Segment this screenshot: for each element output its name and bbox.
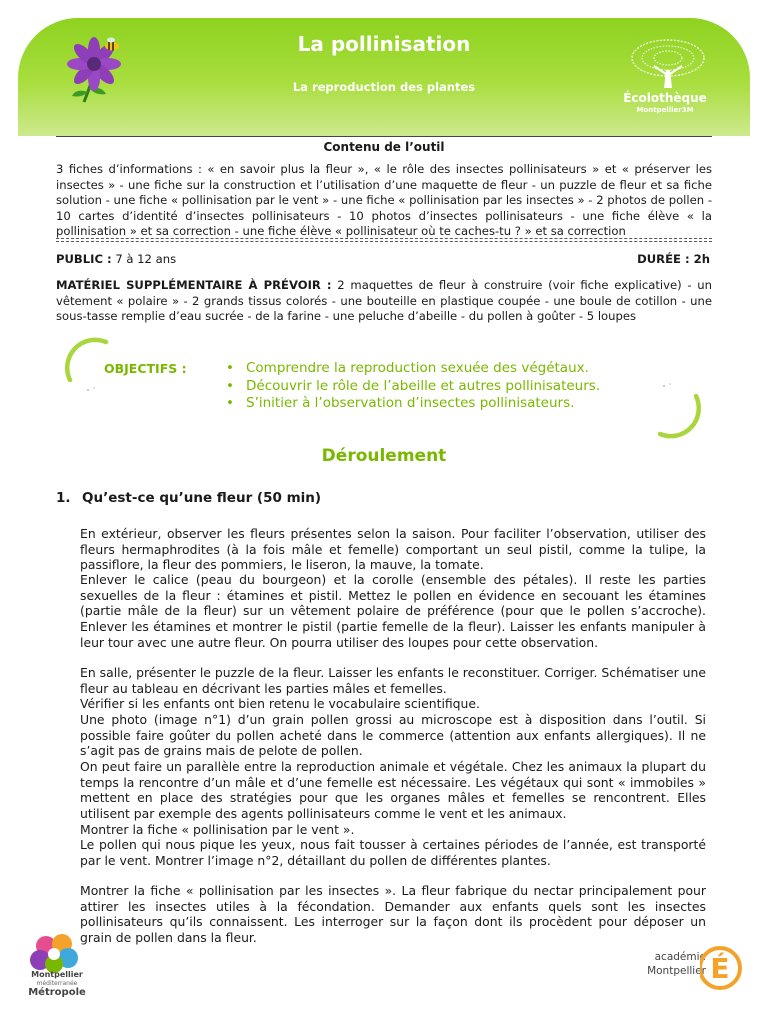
materiel-content: 2 maquettes de fleur à construire (voir fiche explicative) - un vêtement « polaire » - 2 grands tissus colorés - une bouteille en plastique coupée - une boule de cotillon - une sous-tasse remplie d’eau sucrée - de la farine - une peluche d’abeille - du pollen à goûter - 5 loupes bbox=[56, 278, 712, 324]
body-paragraph: On peut faire un parallèle entre la reproduction animale et végétale. Chez les animaux la plupart du temps la rencontre d’un mâle et d’une femelle est nécessaire. Les végétaux qui sont « immobiles » mettent en place des stratégies pour que les organes mâles et femelles se rencontrent. Elles utilisent par exemple des agents pollinisateurs comme le vent et les animaux. bbox=[80, 759, 706, 822]
objectif-bullet: • bbox=[226, 360, 234, 376]
body-paragraph: Une photo (image n°1) d’un grain pollen grossi au microscope est à disposition dans l’outil. Si possible faire goûter du pollen acheté dans le commerce (attention aux enfants allergiques). Il ne s’agit pas de grains mais de pelote de pollen. bbox=[80, 712, 706, 759]
page-title: La pollinisation bbox=[297, 32, 471, 56]
body-paragraph: Le pollen qui nous pique les yeux, nous fait tousser à certaines périodes de l’année, est transporté par le vent. Montrer l’image n°2, détaillant du pollen de différentes plantes. bbox=[80, 837, 706, 868]
objectif-bullet: • bbox=[226, 395, 234, 411]
contenu-text: 3 fiches d’informations : « en savoir plus la fleur », « le rôle des insectes pollinisateurs » et « préserver les insectes » - une fiche sur la construction et l’utilisation d’une maquette de fleur - un puzzle de fleur et sa fiche solution - une fiche « pollinisation par le vent » - une fiche « pollinisation par les insectes » - 2 photos de pollen - 10 cartes d’identité d’insectes pollinisateurs - 10 photos d’insectes pollinisateurs - une fiche élève « la pollinisation » et sa correction - une fiche élève « pollinisateur où te caches-tu ? » et sa correction bbox=[56, 162, 712, 239]
academie-line1: académie bbox=[654, 951, 706, 963]
public-info bbox=[56, 252, 176, 266]
objectifs-label: OBJECTIFS : bbox=[104, 361, 187, 376]
body-paragraph: Montrer la fiche « pollinisation par le vent ». bbox=[80, 822, 355, 837]
objectif-bullet: • bbox=[226, 377, 234, 394]
section-number: 1. bbox=[56, 490, 71, 506]
divider-dashed-1 bbox=[56, 238, 712, 239]
divider-dashed-2 bbox=[56, 241, 712, 242]
objectifs-arc-right bbox=[638, 374, 704, 440]
objectifs-list bbox=[226, 360, 600, 413]
body-paragraph: En extérieur, observer les fleurs présentes selon la saison. Pour faciliter l’observation, utiliser des fleurs hermaphrodites (à la fois mâle et femelle) comportant un seul pistil, comme la tulipe, la passiflore, la fleur des pommiers, le liseron, la mauve, la tomate. bbox=[80, 526, 706, 573]
body-paragraph: En salle, présenter le puzzle de la fleur. Laisser les enfants le reconstituer. Corriger. Schématiser une fleur au tableau en décrivant les parties mâles et femelles. bbox=[80, 665, 706, 696]
duree-info bbox=[637, 252, 710, 266]
divider-top bbox=[56, 136, 712, 137]
mmm-line3: Métropole bbox=[28, 987, 86, 998]
ecolotheque-name: Écolothèque bbox=[623, 91, 707, 105]
materiel-text bbox=[56, 278, 712, 325]
mmm-line2: méditerranée bbox=[36, 980, 78, 987]
mmm-line1: Montpellier bbox=[31, 970, 83, 979]
duree-value: 2h bbox=[693, 252, 710, 266]
page-subtitle: La reproduction des plantes bbox=[292, 80, 476, 94]
deroulement-title: Déroulement bbox=[321, 446, 447, 466]
contenu-title: Contenu de l’outil bbox=[323, 140, 445, 154]
academie-letter: É bbox=[710, 952, 730, 985]
materiel-label: MATÉRIEL SUPPLÉMENTAIRE À PRÉVOIR : bbox=[56, 278, 332, 292]
public-value: 7 à 12 ans bbox=[115, 252, 177, 266]
academie-line2: Montpellier bbox=[647, 965, 706, 977]
academie-e-logo bbox=[700, 930, 748, 994]
ecolotheque-subname: Montpellier3M bbox=[636, 106, 694, 114]
body-paragraph: Montrer la fiche « pollinisation par les insectes ». La fleur fabrique du nectar principalement pour attirer les insectes utiles à la fécondation. Demander aux enfants quels sont les insectes pollinisateurs qu’ils connaissent. Les interroger sur la façon dont ils procèdent pour déposer un grain de pollen dans la fleur. bbox=[80, 883, 706, 946]
objectif-item: • Comprendre la reproduction sexuée des végétaux. bbox=[226, 360, 589, 376]
section-1-title: 1. Qu’est-ce qu’une fleur (50 min) bbox=[56, 490, 322, 506]
body-paragraph: Vérifier si les enfants ont bien retenu le vocabulaire scientifique. bbox=[80, 696, 480, 711]
public-label: PUBLIC : bbox=[56, 252, 112, 266]
body-paragraph: Enlever le calice (peau du bourgeon) et la corolle (ensemble des pétales). Il reste les parties sexuelles de la fleur : étamines et pistil. Mettez le pollen en évidence en secouant les étamines (partie mâle de la fleur) sur un vêtement polaire de préférence (pour que le pollen s’accroche). Enlever les étamines et montrer le pistil (partie femelle de la fleur). Laisser les enfants manipuler à leur tour avec une autre fleur. On pourra utiliser des loupes pour cette observation. bbox=[80, 572, 706, 650]
objectif-item: • S’initier à l’observation d’insectes pollinisateurs. bbox=[226, 395, 575, 411]
objectif-item: • Découvrir le rôle de l’abeille et autres pollinisateurs. bbox=[226, 377, 601, 394]
duree-label: DURÉE : bbox=[637, 252, 690, 266]
